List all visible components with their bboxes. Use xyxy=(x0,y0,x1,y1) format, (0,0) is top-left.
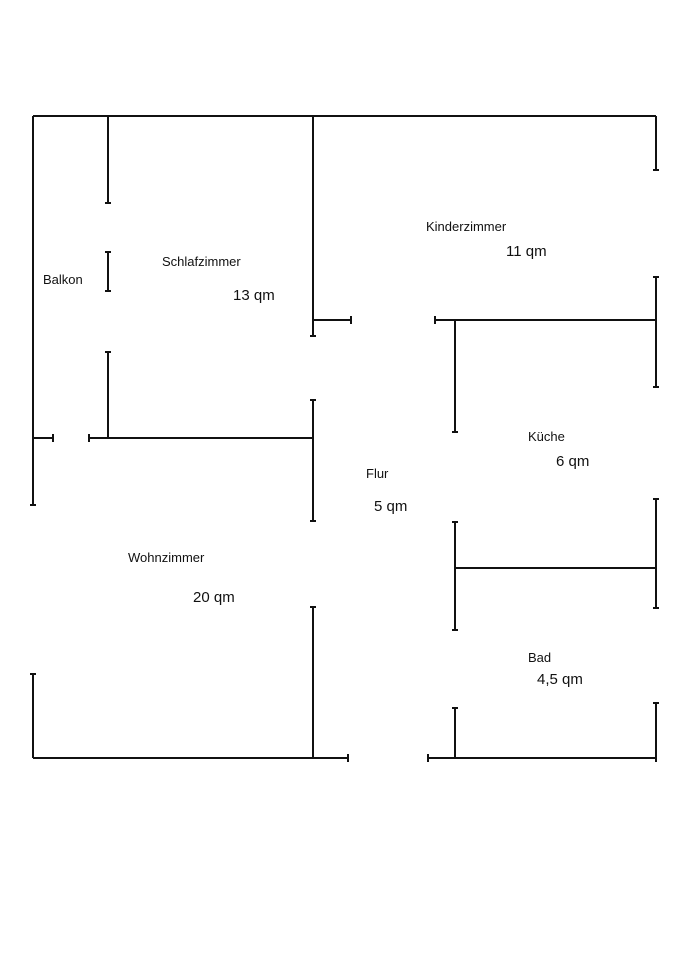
room-schlafzimmer-area: 13 qm xyxy=(233,287,275,304)
room-wohnzimmer-name: Wohnzimmer xyxy=(128,550,205,565)
room-balkon-name: Balkon xyxy=(43,272,83,287)
room-bad-name: Bad xyxy=(528,650,552,665)
room-kueche-name: Küche xyxy=(528,429,565,444)
room-flur-name: Flur xyxy=(366,466,389,481)
room-bad-area: 4,5 qm xyxy=(537,671,583,688)
room-labels xyxy=(43,219,589,688)
room-kinderzimmer-area: 11 qm xyxy=(506,243,547,260)
room-wohnzimmer-area: 20 qm xyxy=(193,589,235,606)
room-flur-area: 5 qm xyxy=(374,498,408,515)
room-schlafzimmer-name: Schlafzimmer xyxy=(162,254,241,269)
room-kueche-area: 6 qm xyxy=(556,453,590,470)
room-kinderzimmer-name: Kinderzimmer xyxy=(426,219,507,234)
